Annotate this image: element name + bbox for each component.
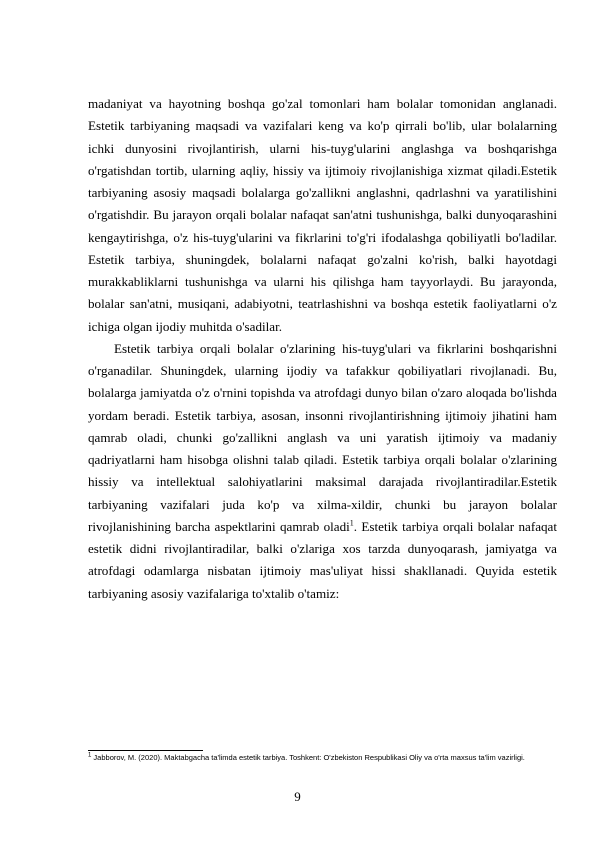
- footnote: [88, 752, 557, 763]
- footnote-marker: 1: [88, 752, 92, 759]
- paragraph: madaniyat va hayotning boshqa go'zal tomonlari ham bolalar tomonidan anglanadi. Estetik tarbiyaning maqsadi va vazifalari keng va ko'p qirrali bo'lib, ular bolalarning ichki dunyosini rivojlantirish, ularni his-tuyg'ularini anglashga va boshqarishga o'rgatishdan tortib, ularning aqliy, hissiy va ijtimoiy rivojlanishiga xizmat qiladi.Estetik tarbiyaning asosiy maqsadi bolalarga go'zallikni anglashni, qadrlashni va yaratilishini o'rgatishdir. Bu jarayon orqali bolalar nafaqat san'atni tushunishga, balki dunyoqarashini kengaytirishga, o'z his-tuyg'ularini va fikrlarini to'g'ri ifodalashga qobiliyatli bo'ladilar. Estetik tarbiya, shuningdek, bolalarni nafaqat go'zalni ko'rish, balki hayotdagi murakkabliklarni tushunishga va ularni his qilishga ham tayyorlaydi. Bu jarayonda, bolalar san'atni, musiqani, adabiyotni, teatrlashishni va boshqa estetik faoliyatlarni o'z ichiga olgan ijodiy muhitda o'sadilar.: [88, 96, 557, 334]
- page-number: 9: [294, 789, 301, 804]
- footnote-text: Jabborov, M. (2020). Maktabgacha ta'limda estetik tarbiya. Toshkent: O'zbekiston Respublikasi Oliy va o'rta maxsus ta'lim vazirligi.: [91, 753, 525, 762]
- paragraph-text: Estetik tarbiya orqali bolalar o'zlarining his-tuyg'ulari va fikrlarini boshqarishni o'rganadilar. Shuningdek, ularning ijodiy va tafakkur qobiliyatlari rivojlanadi. Bu, bolalarga jamiyatda o'z o'rnini topishda va atrofdagi dunyo bilan o'zaro aloqada bo'lishda yordam beradi. Estetik tarbiya, asosan, insonni rivojlantirishning ijtimoiy jihatini ham qamrab oladi, chunki go'zallikni anglash va uni yaratish ijtimoiy va madaniy qadriyatlarni ham hisobga olishni talab qiladi. Estetik tarbiya orqali bolalar o'zlarining hissiy va intellektual salohiyatlarini maksimal darajada rivojlantiradilar.Estetik tarbiyaning vazifalari juda ko'p va xilma-xildir, chunki bu jarayon bolalar rivojlanishining barcha aspektlarini qamrab oladi: [88, 340, 557, 534]
- footnote-separator: [88, 750, 203, 751]
- footnote-reference[interactable]: 1: [349, 518, 354, 528]
- paragraph-text: . Estetik tarbiya orqali bolalar nafaqat estetik didni rivojlantiradilar, balki o'zlariga xos tarzda dunyoqarash, jamiyatga va atrofdagi odamlarga nisbatan ijtimoiy mas'uliyat hissi shakllanadi. Quyida estetik tarbiyaning asosiy vazifalariga to'xtalib o'tamiz:: [88, 518, 557, 601]
- paragraph: [88, 338, 557, 605]
- body-text: [88, 93, 557, 605]
